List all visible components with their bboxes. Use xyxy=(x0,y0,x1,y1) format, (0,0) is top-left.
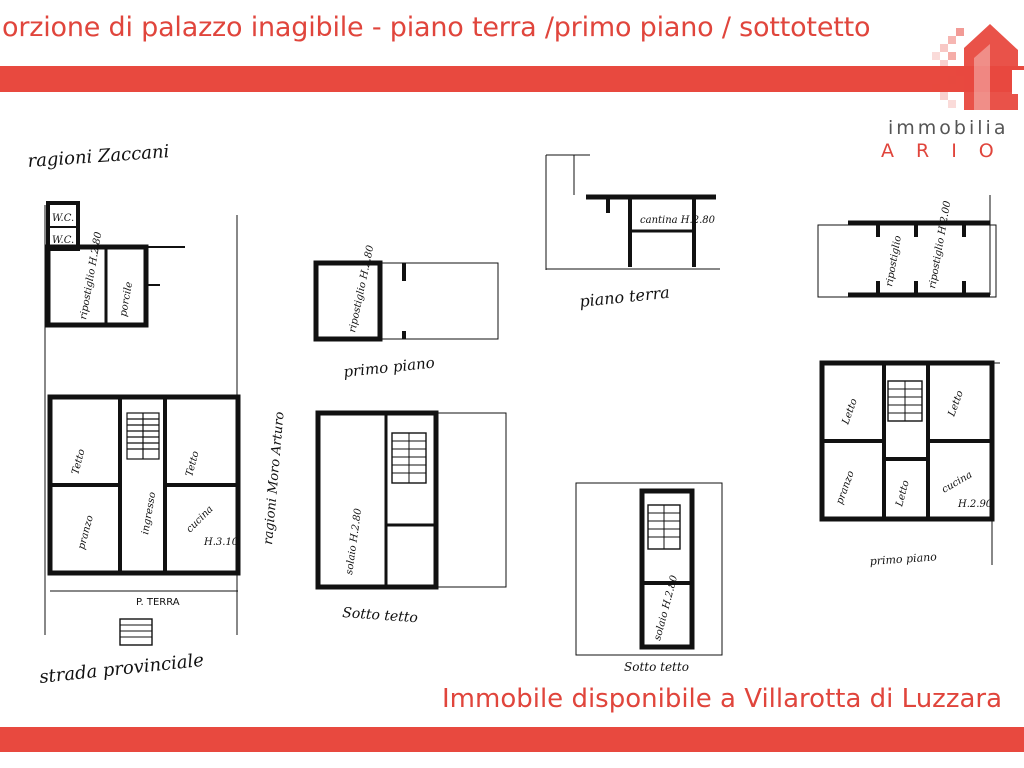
room-letto-tl: Letto xyxy=(840,397,860,427)
small-room-1: W.C. xyxy=(52,213,75,224)
first-floor-caption-right: primo piano xyxy=(869,550,938,568)
small-room-2: W.C. xyxy=(52,235,75,246)
room-cucina-r-height: H.2.90 xyxy=(958,499,993,510)
ground-floor-caption-cellar: piano terra xyxy=(578,282,671,311)
room-pranzo-r: pranzo xyxy=(834,469,857,507)
plan-ground-floor xyxy=(27,141,288,688)
logo-wordmark: immobilia xyxy=(888,117,1009,139)
room-cucina-r: cucina xyxy=(940,469,975,496)
room-solaio-center: solaio H.2.80 xyxy=(344,507,365,576)
neighbor-top-label: ragioni Zaccani xyxy=(26,141,171,172)
room-ripostiglio-2: ripostiglio H.2.80 xyxy=(347,244,377,334)
room-ripostiglio: ripostiglio H.2.80 xyxy=(78,231,105,321)
room-tettoia-right: Tetto xyxy=(184,449,202,478)
plan-attic-center xyxy=(318,413,506,626)
header-band xyxy=(0,66,1024,92)
neighbor-side-label: ragioni Moro Arturo xyxy=(261,411,288,546)
plan-ground-floor-cellar xyxy=(546,155,720,311)
ground-floor-caption: P. TERRA xyxy=(136,597,180,608)
room-porcile: porcile xyxy=(118,281,136,318)
plan-first-floor-right xyxy=(822,363,1000,568)
plan-attic-stair xyxy=(576,483,722,674)
room-ripostiglio-r1: ripostiglio xyxy=(884,234,904,288)
page-title: orzione di palazzo inagibile - piano terra /primo piano / sottotetto xyxy=(2,12,871,43)
availability-tagline: Immobile disponibile a Villarotta di Luzzara xyxy=(442,684,1003,714)
plan-first-floor-small xyxy=(316,244,498,381)
plan-storage-right xyxy=(818,195,996,297)
first-floor-caption-small: primo piano xyxy=(342,353,436,381)
room-tettoia-left: Tetto xyxy=(70,447,88,476)
room-cucina: cucina xyxy=(184,503,216,536)
room-cucina-height: H.3.10 xyxy=(204,537,239,548)
room-pranzo: pranzo xyxy=(76,514,96,551)
attic-caption-center: Sotto tetto xyxy=(341,605,419,627)
floor-plans xyxy=(0,95,1024,727)
road-label: strada provinciale xyxy=(38,649,205,688)
room-cantina: cantina H.2.80 xyxy=(640,215,715,226)
footer-band xyxy=(0,727,1024,752)
logo-brand: ARIO xyxy=(881,140,1016,162)
room-letto-tr: Letto xyxy=(946,389,966,419)
room-letto-bm: Letto xyxy=(894,479,912,508)
attic-caption-stair: Sotto tetto xyxy=(624,660,689,674)
room-ingresso: ingresso xyxy=(140,491,159,536)
room-ripostiglio-r2: ripostiglio H.2.00 xyxy=(927,200,954,290)
room-solaio-stair: solaio H.2.80 xyxy=(652,574,681,642)
